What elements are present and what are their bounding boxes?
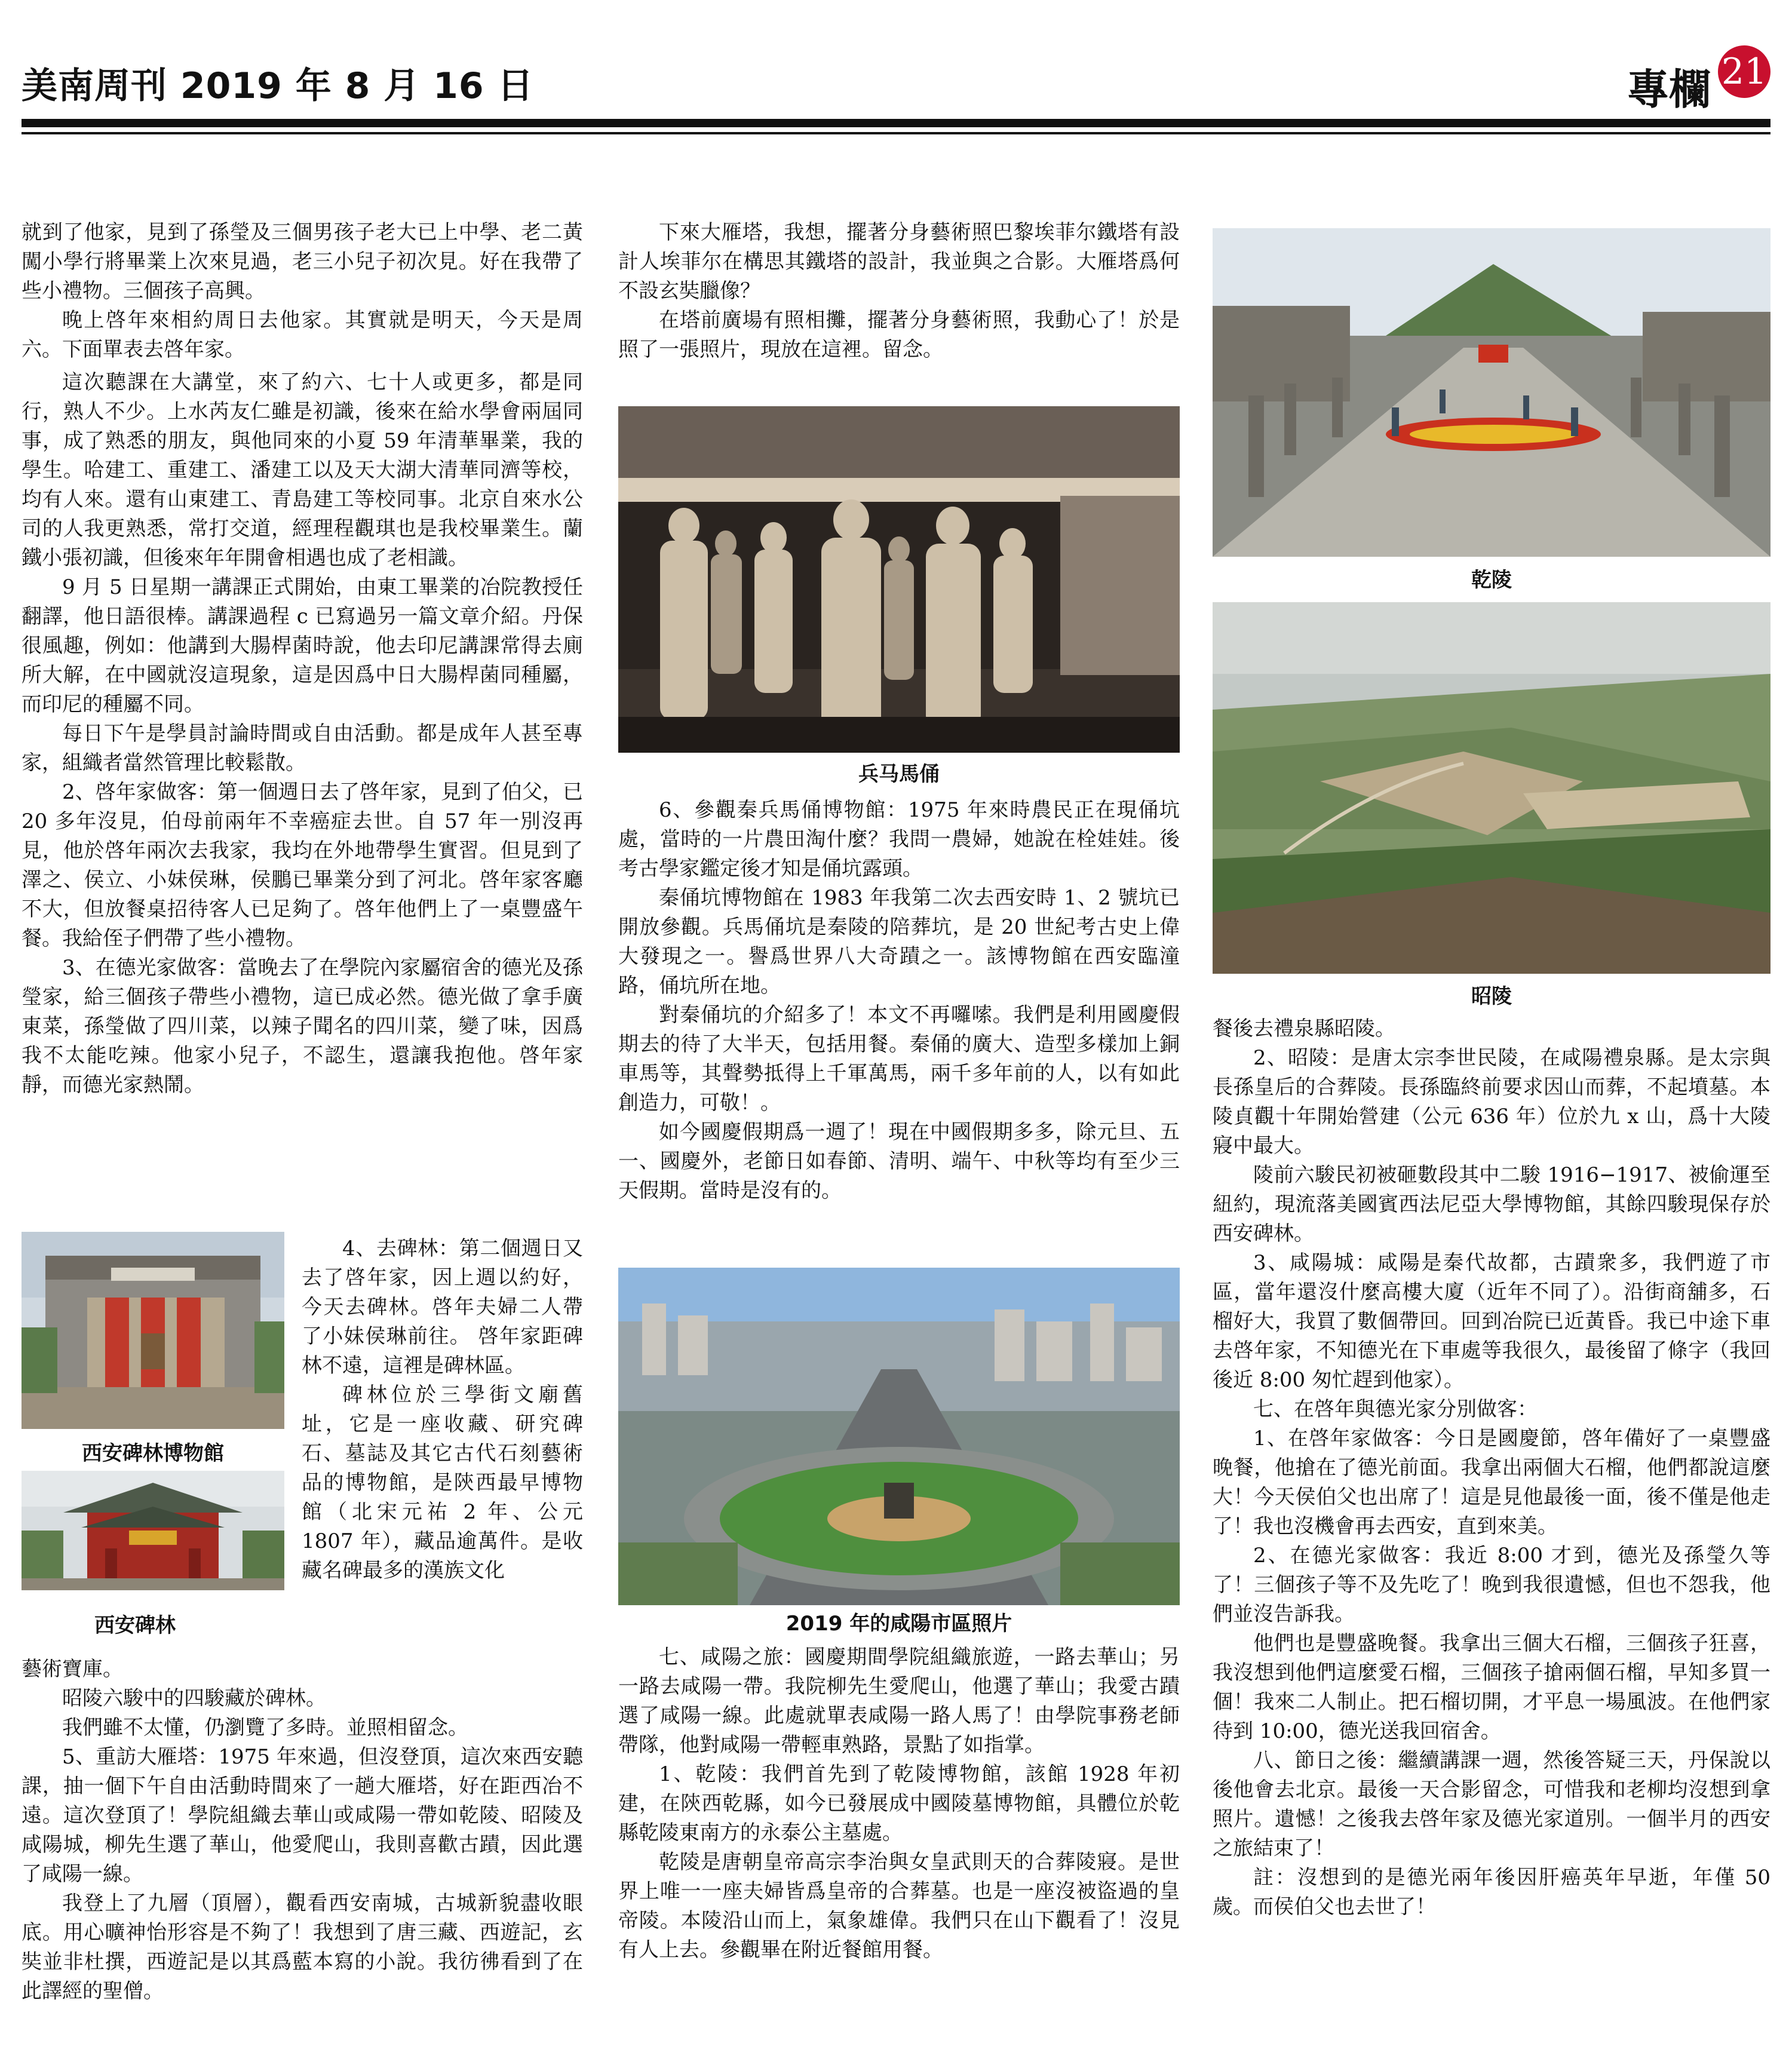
column-2-bottom <box>618 1643 1180 1965</box>
xianyang-image <box>618 1268 1180 1605</box>
paragraph: 3、在德光家做客：當晚去了在學院內家屬宿舍的德光及孫瑩家，給三個孩子帶些小禮物，這已成必然。德光做了拿手廣東菜，孫瑩做了四川菜，以辣子聞名的四川菜，變了味，因爲我不太能吃辣。他家小兒子，不認生，還讓我抱他。啓年家靜，而德光家熱鬧。 <box>22 956 583 1097</box>
paragraph: 6、參觀秦兵馬俑博物館：1975 年來時農民正在現俑坑處，當時的一片農田淘什麼？我問一農婦，她說在栓娃娃。後考古學家鑑定後才知是俑坑露頭。 <box>618 798 1180 881</box>
column-2-top <box>618 218 1180 364</box>
header-rule-thin <box>22 132 1770 134</box>
caption-terracotta: 兵马馬俑 <box>858 762 940 786</box>
column-3-text <box>1213 1014 1770 1922</box>
qianling-photo <box>1213 228 1770 557</box>
beilin-photo <box>22 1471 284 1590</box>
terracotta-photo <box>618 406 1180 753</box>
paragraph: 如今國慶假期爲一週了！現在中國假期多多，除元旦、五一、國慶外，老節日如春節、清明、端午、中秋等均有至少三天假期。當時是沒有的。 <box>618 1120 1180 1203</box>
paragraph: 藝術寶庫。 <box>22 1657 123 1681</box>
paragraph: 就到了他家，見到了孫瑩及三個男孩子老大已上中學、老二黃闖小學行將畢業上次來見過，老三小兒子初次見。好在我帶了些小禮物。三個孩子高興。 <box>22 220 583 303</box>
page-header <box>22 51 1770 123</box>
paragraph: 晚上啓年來相約周日去他家。其實就是明天，今天是周六。下面單表去啓年家。 <box>22 308 583 361</box>
column-1-bottom <box>22 1655 583 2006</box>
section-title: 專欄 <box>1627 65 1711 114</box>
paragraph: 餐後去禮泉縣昭陵。 <box>1213 1017 1395 1041</box>
terracotta-image <box>618 406 1180 753</box>
paragraph: 9 月 5 日星期一講課正式開始，由東工畢業的冶院教授任翻譯，他日語很棒。講課過程 c 已寫過另一篇文章介紹。丹保很風趣，例如：他講到大腸桿菌時說，他去印尼講課常得去廁所大解，在中國就沒這現象，這是因爲中日大腸桿菌同種屬，而印尼的種屬不同。 <box>22 575 583 716</box>
column-2-middle <box>618 796 1180 1206</box>
paragraph: 1、在啓年家做客：今日是國慶節，啓年備好了一桌豐盛晚餐，他搶在了德光前面。我拿出兩個大石榴，他們都說這麼大！今天侯伯父也出席了！這是見他最後一面，後不僅是他走了！我也沒機會再去西安，直到來美。 <box>1213 1427 1770 1538</box>
paragraph: 他們也是豐盛晚餐。我拿出三個大石榴，三個孩子狂喜，我沒想到他們這麼愛石榴，三個孩子搶兩個石榴，早知多買一個！我來二人制止。把石榴切開，才平息一場風波。在他們家待到 10:00，德光送我回宿舍。 <box>1213 1631 1770 1743</box>
paragraph: 4、去碑林：第二個週日又去了啓年家，因上週以約好，今天去碑林。啓年夫婦二人帶了小妹侯琳前往。 啓年家距碑林不遠，這裡是碑林區。 <box>302 1237 583 1378</box>
caption-beilin: 西安碑林 <box>94 1614 176 1637</box>
header-rule-thick <box>22 119 1770 127</box>
caption-qianling: 乾陵 <box>1471 568 1512 592</box>
paragraph: 秦俑坑博物館在 1983 年我第二次去西安時 1、2 號坑已開放參觀。兵馬俑坑是秦陵的陪葬坑，是 20 世紀考古史上偉大發現之一。譽爲世界八大奇蹟之一。該博物館在西安臨潼路，俑坑所在地。 <box>618 886 1180 998</box>
masthead-date: 美南周刊 2019 年 8 月 16 日 <box>22 65 534 107</box>
caption-xianyang: 2019 年的咸陽市區照片 <box>785 1612 1012 1636</box>
paragraph: 七、在啓年與德光家分別做客： <box>1253 1397 1538 1421</box>
paragraph: 昭陵六駿中的四駿藏於碑林。 <box>62 1686 326 1710</box>
paragraph: 2、在德光家做客：我近 8:00 才到，德光及孫瑩久等了！三個孩子等不及先吃了！晚到我很遺憾，但也不怨我，他們並沒告訴我。 <box>1213 1544 1770 1626</box>
paragraph: 對秦俑坑的介紹多了！本文不再囉嗦。我們是利用國慶假期去的待了大半天，包括用餐。秦俑的廣大、造型多樣加上銅車馬等，其聲勢抵得上千軍萬馬，兩千多年前的人，以有如此創造力，可敬！。 <box>618 1003 1180 1115</box>
paragraph: 每日下午是學員討論時間或自由活動。都是成年人甚至專家，組織者當然管理比較鬆散。 <box>22 722 583 775</box>
xianyang-photo <box>618 1268 1180 1605</box>
qianling-image <box>1213 228 1770 557</box>
paragraph: 2、昭陵：是唐太宗李世民陵，在咸陽禮泉縣。是太宗與長孫皇后的合葬陵。長孫臨終前要求因山而葬，不起墳墓。本陵貞觀十年開始營建（公元 636 年）位於九 x 山，爲十大陵寢中最大。 <box>1213 1046 1770 1158</box>
zhaoling-image <box>1213 602 1770 974</box>
paragraph: 下來大雁塔，我想，擺著分身藝術照巴黎埃菲尔鐵塔有設計人埃菲尔在構思其鐵塔的設計，我並與之合影。大雁塔爲何不設玄奘臘像？ <box>618 220 1180 303</box>
paragraph: 我登上了九層（頂層），觀看西安南城，古城新貌盡收眼底。用心曠神怡形容是不夠了！我想到了唐三藏、西遊記，玄奘並非杜撰，西遊記是以其爲藍本寫的小說。我彷彿看到了在此譯經的聖僧。 <box>22 1891 583 2003</box>
zhaoling-photo <box>1213 602 1770 974</box>
paragraph: 註：沒想到的是德光兩年後因肝癌英年早逝，年僅 50 歲。而侯伯父也去世了！ <box>1213 1866 1770 1919</box>
beilin-image <box>22 1471 284 1590</box>
paragraph: 我們雖不太懂，仍瀏覽了多時。並照相留念。 <box>62 1716 468 1740</box>
paragraph: 乾陵是唐朝皇帝高宗李治與女皇武則天的合葬陵寢。是世界上唯一一座夫婦皆爲皇帝的合葬墓。也是一座沒被盜過的皇帝陵。本陵沿山而上，氣象雄偉。我們只在山下觀看了！沒見有人上去。參觀畢在附近餐館用餐。 <box>618 1850 1180 1962</box>
column-1 <box>22 218 583 1100</box>
paragraph: 2、啓年家做客：第一個週日去了啓年家，見到了伯父，已 20 多年沒見，伯母前兩年不幸癌症去世。自 57 年一別沒再見，他於啓年兩次去我家，我均在外地帶學生實習。但見到了澤之、侯立、小妹侯琳，侯鵬已畢業分到了河北。啓年家客廳不大，但放餐桌招待客人已足夠了。啓年他們上了一桌豐盛午餐。我給侄子們帶了些小禮物。 <box>22 780 583 950</box>
paragraph: 七、咸陽之旅：國慶期間學院組織旅遊，一路去華山；另一路去咸陽一帶。我院柳先生愛爬山，他選了華山；我愛古蹟選了咸陽一線。此處就單表咸陽一路人馬了！由學院事務老師帶隊，他對咸陽一帶輕車熟路，景點了如指掌。 <box>618 1645 1180 1757</box>
beilin-museum-image <box>22 1232 284 1429</box>
paragraph: 在塔前廣場有照相攤，擺著分身藝術照，我動心了！於是照了一張照片，現放在這裡。留念。 <box>618 308 1180 361</box>
paragraph: 碑林位於三學街文廟舊址，它是一座收藏、研究碑石、墓誌及其它古代石刻藝術品的博物館，是陝西最早博物館（北宋元祐 2 年、公元 1807 年），藏品逾萬件。是收藏名碑最多的漢族文化 <box>302 1383 583 1582</box>
page-number-badge: 21 <box>1718 45 1770 98</box>
paragraph: 3、咸陽城：咸陽是秦代故都，古蹟衆多，我們遊了市區，當年還沒什麼高樓大廈（近年不同了）。沿街商舖多，石榴好大，我買了數個帶回。回到冶院已近黃昏。我已中途下車去啓年家，不知德光在下車處等我很久，最後留了條字（我回後近 8:00 匆忙趕到他家）。 <box>1213 1251 1770 1392</box>
paragraph: 5、重訪大雁塔：1975 年來過，但沒登頂，這次來西安聽課，抽一個下午自由活動時間來了一趟大雁塔，好在距西冶不遠。這次登頂了！學院組織去華山或咸陽一帶如乾陵、昭陵及咸陽城，柳先生選了華山，他愛爬山，我則喜歡古蹟，因此選了咸陽一線。 <box>22 1745 583 1886</box>
paragraph: 這次聽課在大講堂，來了約六、七十人或更多，都是同行，熟人不少。上水芮友仁雖是初識，後來在給水學會兩屆同事，成了熟悉的朋友，與他同來的小夏 59 年清華畢業，我的學生。哈建工、重建工、潘建工以及天大湖大清華同濟等校，均有人來。還有山東建工、青島建工等校同事。北京自來水公司的人我更熟悉，常打交道，經理程觀琪也是我校畢業生。蘭鐵小張初識，但後來年年開會相遇也成了老相識。 <box>22 370 583 570</box>
paragraph: 八、節日之後：繼續講課一週，然後答疑三天，丹保說以後他會去北京。最後一天合影留念，可惜我和老柳均沒想到拿照片。遺憾！之後我去啓年家及德光家道別。一個半月的西安之旅結束了！ <box>1213 1749 1770 1860</box>
paragraph: 陵前六駿民初被砸數段其中二駿 1916−1917、被偷運至紐約，現流落美國賓西法尼亞大學博物館，其餘四駿現保存於西安碑林。 <box>1213 1163 1770 1246</box>
beilin-museum-photo <box>22 1232 284 1429</box>
column-1-wrap <box>302 1234 583 1585</box>
caption-zhaoling: 昭陵 <box>1471 985 1512 1008</box>
caption-beilin-museum: 西安碑林博物館 <box>82 1442 224 1465</box>
paragraph: 1、乾陵：我們首先到了乾陵博物館，該館 1928 年初建，在陝西乾縣，如今已發展成中國陵墓博物館，具體位於乾縣乾陵東南方的永泰公主墓處。 <box>618 1762 1180 1845</box>
